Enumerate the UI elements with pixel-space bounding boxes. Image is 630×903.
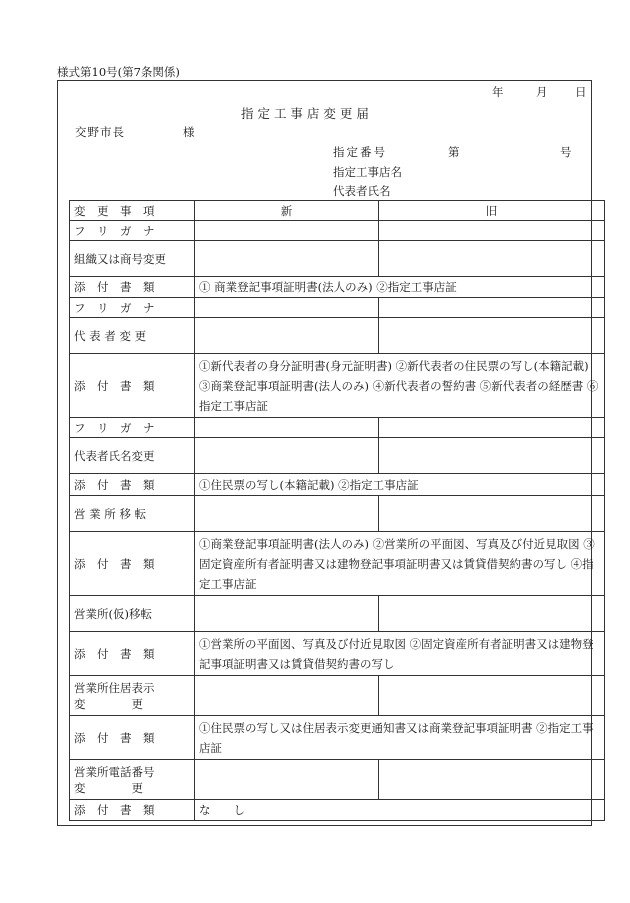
attachments-label: 添 付 書 類 [70,716,195,760]
attachments-text: ① 商業登記事項証明書(法人のみ) ②指定工事店証 [195,277,605,298]
new-cell[interactable] [195,241,379,277]
change-table [69,200,605,821]
address-display-change-label [70,676,195,716]
new-cell[interactable] [195,676,379,716]
phone-change-label [70,760,195,800]
table-row [70,418,605,438]
table-row [70,676,605,716]
old-cell[interactable] [379,221,605,241]
phone-change-line1: 営業所電話番号 [74,764,155,779]
org-change-label: 組織又は商号変更 [70,241,195,277]
old-cell[interactable] [379,676,605,716]
new-cell[interactable] [195,496,379,532]
attachments-text: ①住民票の写し又は住居表示変更通知書又は商業登記事項証明書 ②指定工事店証 [195,716,605,760]
table-row [70,632,605,676]
furigana-label: フ リ ガ ナ [70,298,195,318]
attachments-label: 添 付 書 類 [70,800,195,821]
representative-label: 代表者氏名 [333,184,391,198]
date-day-label: 日 [575,85,587,99]
rep-name-change-label: 代表者氏名変更 [70,438,195,474]
furigana-label: フ リ ガ ナ [70,418,195,438]
old-cell[interactable] [379,318,605,354]
table-row [70,354,605,418]
attachments-text: ①営業所の平面図、写真及び付近見取図 ②固定資産所有者証明書又は建物登記事項証明書又は賃貸借契約書の写し [195,632,605,676]
attachments-label: 添 付 書 類 [70,354,195,418]
addressee: 交野市長 [75,125,125,139]
addressee-honorific: 様 [183,125,195,139]
form-title: 指 定 工 事 店 変 更 届 [241,106,369,121]
header-new: 新 [195,201,379,221]
table-row [70,532,605,596]
attachments-text: ①新代表者の身分証明書(身元証明書) ②新代表者の住民票の写し(本籍記載) ③商業登記事項証明書(法人のみ) ④新代表者の誓約書 ⑤新代表者の経歴書 ⑥指定工事店証 [195,354,605,418]
attachments-label: 添 付 書 類 [70,277,195,298]
table-row [70,241,605,277]
new-cell[interactable] [195,760,379,800]
old-cell[interactable] [379,298,605,318]
address-display-change-line1: 営業所住居表示 [74,680,155,695]
date-year-label: 年 [492,85,504,99]
attachments-label: 添 付 書 類 [70,632,195,676]
table-row [70,800,605,821]
attachments-text: な し [195,800,605,821]
rep-change-label: 代 表 者 変 更 [70,318,195,354]
table-row [70,318,605,354]
attachments-label: 添 付 書 類 [70,474,195,496]
new-cell[interactable] [195,298,379,318]
table-row [70,438,605,474]
old-cell[interactable] [379,596,605,632]
table-row [70,474,605,496]
table-row [70,298,605,318]
form-number-label: 様式第10号(第7条関係) [57,65,180,79]
office-move-label: 営 業 所 移 転 [70,496,195,532]
table-header-row [70,201,605,221]
new-cell[interactable] [195,221,379,241]
old-cell[interactable] [379,438,605,474]
furigana-label: フ リ ガ ナ [70,221,195,241]
old-cell[interactable] [379,760,605,800]
designation-go: 号 [560,145,572,159]
office-temp-move-label: 営業所(仮)移転 [70,596,195,632]
header-old: 旧 [379,201,605,221]
table-row [70,496,605,532]
new-cell[interactable] [195,596,379,632]
attachments-text: ①住民票の写し(本籍記載) ②指定工事店証 [195,474,605,496]
phone-change-line2: 変 更 [74,780,143,795]
table-row [70,277,605,298]
attachments-text: ①商業登記事項証明書(法人のみ) ②営業所の平面図、写真及び付近見取図 ③固定資産所有者証明書又は建物登記事項証明書又は賃貸借契約書の写し ④指定工事店証 [195,532,605,596]
new-cell[interactable] [195,418,379,438]
new-cell[interactable] [195,318,379,354]
store-name-label: 指定工事店名 [333,165,402,179]
designation-dai: 第 [448,145,460,159]
table-row [70,596,605,632]
table-row [70,221,605,241]
designation-number-label: 指定番号 [333,145,387,159]
date-month-label: 月 [536,85,548,99]
old-cell[interactable] [379,496,605,532]
new-cell[interactable] [195,438,379,474]
old-cell[interactable] [379,241,605,277]
table-row [70,760,605,800]
table-row [70,716,605,760]
header-item: 変 更 事 項 [70,201,195,221]
address-display-change-line2: 変 更 [74,696,143,711]
attachments-label: 添 付 書 類 [70,532,195,596]
old-cell[interactable] [379,418,605,438]
